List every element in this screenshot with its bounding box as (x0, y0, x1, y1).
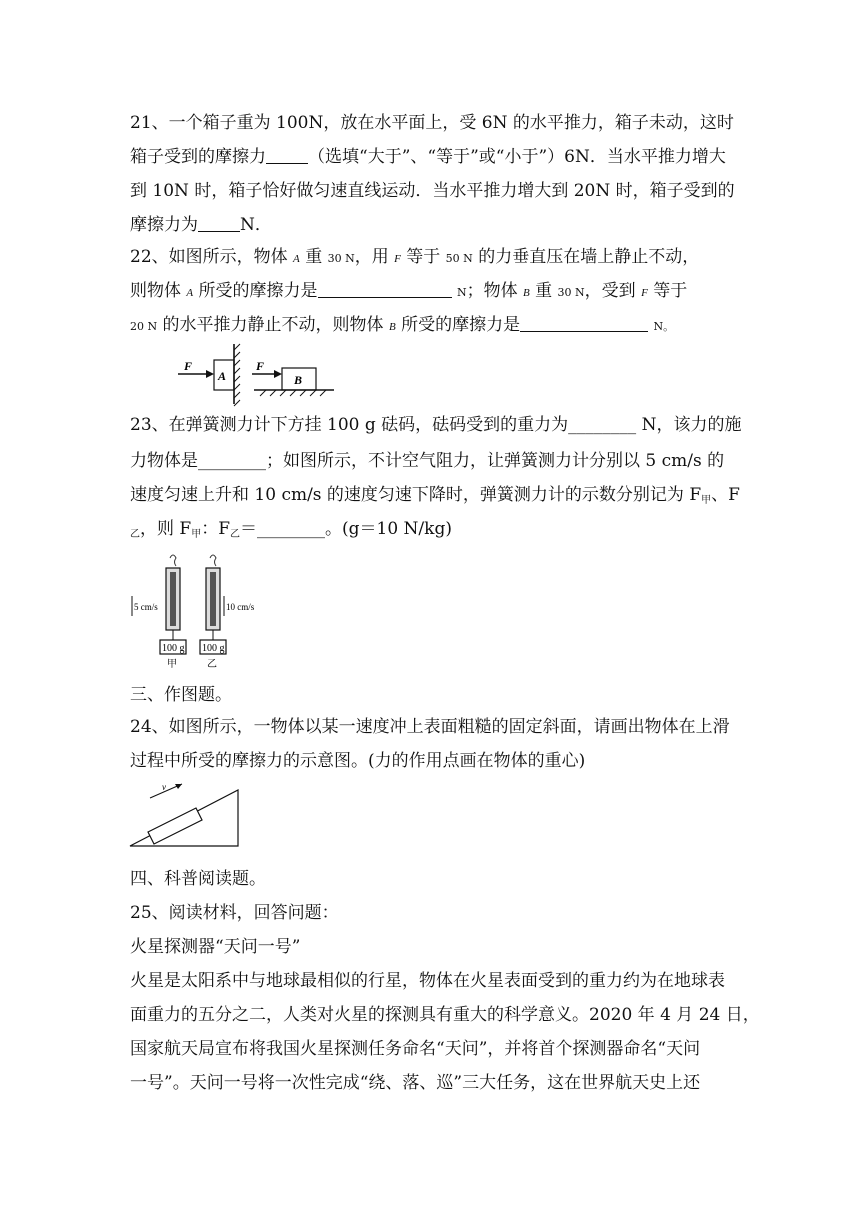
q22-blank-2[interactable] (520, 315, 648, 332)
q22-force: 50 N (445, 252, 473, 265)
q24-line1: 24、如图所示，一物体以某一速度冲上表面粗糙的固定斜面，请画出物体在上滑 (130, 717, 730, 737)
q25-para-line1: 火星是太阳系中与地球最相似的行星，物体在火星表面受到的重力约为在地球表 (130, 971, 725, 991)
q22-var-A: A (293, 253, 300, 265)
q22-text: 重 (535, 281, 553, 301)
q22-var-A: A (186, 287, 194, 299)
q22-var-B: B (388, 321, 396, 333)
q22-figure (170, 340, 340, 408)
q23-sub-jia: 甲 (191, 529, 202, 540)
q22-text: 等于 (653, 281, 688, 301)
q22-var-B: B (522, 287, 530, 299)
q23-line1: 23、在弹簧测力计下方挂 100 g 砝码，砝码受到的重力为________ N，该力的施 (130, 415, 742, 435)
q25-title: 火星探测器“天问一号” (130, 937, 301, 957)
q22-line2 (130, 280, 687, 304)
q23-text: ，则 F (140, 519, 192, 539)
label-jia: 甲 (167, 659, 177, 670)
mass-label-jia: 100 g (162, 643, 185, 654)
q25-line1: 25、阅读材料，回答问题： (130, 903, 339, 923)
q23-text: ＝________。(g＝10 N/kg) (240, 519, 452, 539)
q22-weight: 30 N (557, 286, 585, 299)
q22-text: ，用 (354, 247, 389, 267)
q22-line1 (130, 246, 699, 270)
arrowhead (274, 370, 282, 378)
q22-force: 20 N (130, 320, 158, 333)
q22-weight: 30 N (327, 252, 355, 265)
q23-line4 (130, 518, 452, 546)
q22-var-F: F (394, 253, 401, 265)
q22-blank-1[interactable] (318, 281, 452, 298)
q21-blank-2[interactable] (198, 215, 240, 232)
q22-text: ；物体 (466, 281, 518, 301)
velocity-label-down: 10 cm/s (226, 602, 255, 612)
fig-label-b: B (294, 373, 303, 387)
q22-text: 所受的摩擦力是 (401, 315, 521, 335)
q21-line2 (130, 146, 726, 168)
q22-text: 所受的摩擦力是 (198, 281, 318, 301)
mass-label-yi: 100 g (202, 643, 225, 654)
q23-text: 速度匀速上升和 10 cm/s 的速度匀速下降时，弹簧测力计的示数分别记为 F (130, 485, 702, 505)
q23-text: ：F (201, 519, 230, 539)
q21-text: 箱子受到的摩擦力 (130, 147, 266, 167)
q21-line1: 21、一个箱子重为 100N，放在水平面上，受 6N 的水平推力，箱子未动，这时 (130, 113, 734, 133)
q25-para-line3: 国家航天局宣布将我国火星探测任务命名“天问”，并将首个探测器命名“天问 (130, 1039, 701, 1059)
velocity-label-up: 5 cm/s (134, 602, 158, 612)
q22-text: 等于 (406, 247, 441, 267)
section-4-heading: 四、科普阅读题。 (130, 869, 266, 889)
fig-label-a: A (218, 369, 227, 383)
q23-figure (128, 552, 268, 672)
q23-line3 (130, 484, 740, 512)
q22-text: ，受到 (584, 281, 636, 301)
q22-text: 重 (305, 247, 323, 267)
q23-sub-yi: 乙 (230, 529, 240, 540)
arrowhead (206, 370, 214, 378)
ground-hatch (260, 390, 326, 396)
wall-hatch (234, 344, 240, 406)
fig-label-f: F (256, 359, 265, 373)
q23-sub-yi: 乙 (130, 529, 140, 540)
q23-text: 、F (711, 485, 740, 505)
q22-unit: N (456, 286, 467, 299)
q22-text: 则物体 (130, 281, 181, 301)
q22-text: 的力垂直压在墙上静止不动， (478, 247, 700, 267)
fig-label-f: F (184, 359, 193, 373)
q21-text: 摩擦力为 (130, 215, 198, 235)
block-on-incline (148, 808, 202, 844)
q21-blank-1[interactable] (266, 147, 308, 164)
q23-line2: 力物体是________；如图所示，不计空气阻力，让弹簧测力计分别以 5 cm/s 的 (130, 451, 725, 471)
q21-text: （选填“大于”、“等于”或“小于”）6N．当水平推力增大 (308, 147, 726, 167)
q21-line3: 到 10N 时，箱子恰好做匀速直线运动．当水平推力增大到 20N 时，箱子受到的 (130, 181, 735, 201)
q22-text: 的水平推力静止不动，则物体 (162, 315, 384, 335)
q23-sub-jia: 甲 (701, 495, 712, 506)
q21-line4 (130, 214, 272, 236)
q24-line2: 过程中所受的摩擦力的示意图。(力的作用点画在物体的重心) (130, 751, 586, 771)
velocity-label: v (162, 782, 166, 792)
label-yi: 乙 (207, 659, 217, 670)
q21-text: N． (240, 215, 272, 235)
spring-scale-yi (200, 555, 226, 654)
q24-figure (128, 780, 248, 850)
q22-var-F: F (641, 287, 648, 299)
q22-text: 22、如图所示，物体 (130, 247, 288, 267)
q22-unit: N。 (653, 320, 675, 333)
q25-para-line4: 一号”。天问一号将一次性完成“绕、落、巡”三大任务，这在世界航天史上还 (130, 1073, 701, 1093)
q25-para-line2: 面重力的五分之二，人类对火星的探测具有重大的科学意义。2020 年 4 月 24 日， (130, 1005, 760, 1025)
section-3-heading: 三、作图题。 (130, 685, 232, 705)
q22-line3 (130, 314, 674, 338)
spring-scale-jia (160, 555, 186, 654)
